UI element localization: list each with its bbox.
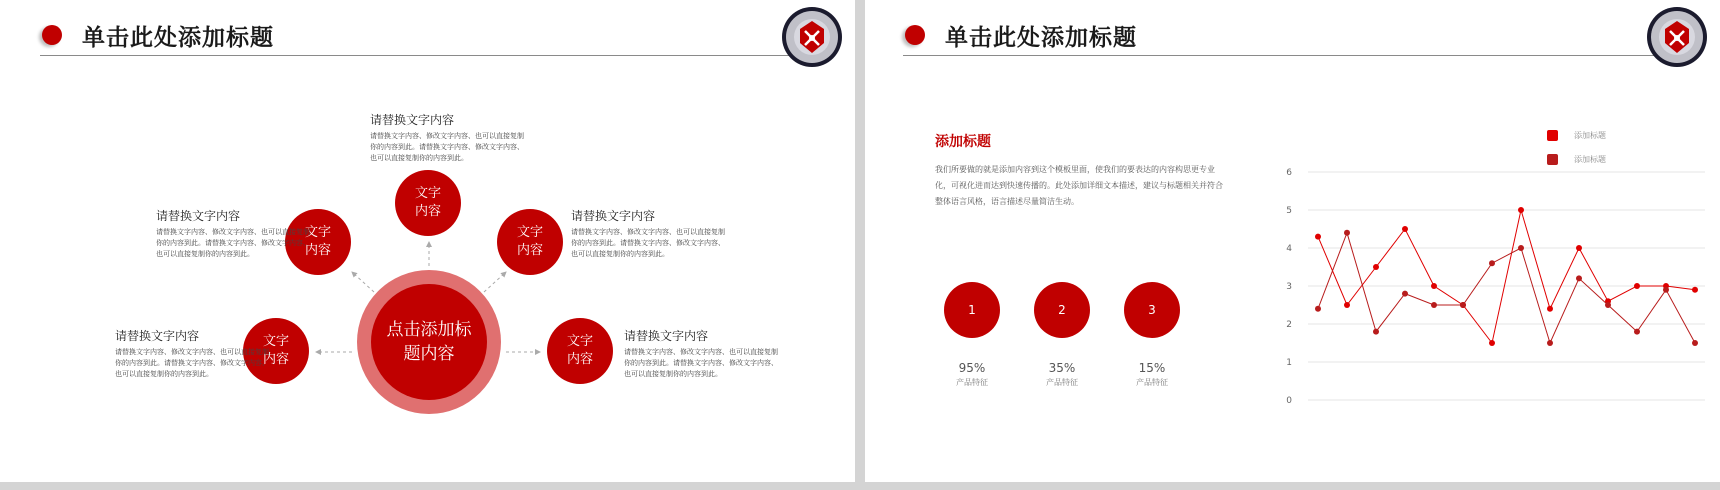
text-block-body[interactable]: 请替换文字内容、修改文字内容、也可以直接复制你的内容到此。请替换文字内容、修改文字内容、也可以直接复制你的内容到此。	[370, 132, 524, 162]
data-point[interactable]	[1373, 264, 1379, 270]
text-block-heading[interactable]: 请替换文字内容	[370, 113, 455, 127]
data-point[interactable]	[1663, 287, 1669, 293]
slide-right	[865, 0, 1720, 482]
section-heading[interactable]: 添加标题	[935, 134, 991, 150]
node-upper-left[interactable]: 文字内容	[285, 209, 351, 275]
y-tick-label: 0	[1286, 396, 1292, 406]
data-point[interactable]	[1547, 340, 1553, 346]
text-block-lower-left	[115, 327, 275, 380]
title-bullet	[905, 25, 925, 45]
text-block-body[interactable]: 请替换文字内容、修改文字内容、也可以直接复制你的内容到此。请替换文字内容、修改文字内容、也可以直接复制你的内容到此。	[624, 348, 778, 378]
stat-label-3: 产品特征	[1136, 378, 1168, 387]
slide-title[interactable]: 单击此处添加标题	[945, 25, 1137, 51]
y-tick-label: 6	[1286, 168, 1292, 178]
y-tick-label: 5	[1286, 206, 1292, 216]
slide-left	[0, 0, 855, 482]
text-block-heading[interactable]: 请替换文字内容	[571, 209, 656, 223]
text-block-upper-right	[571, 207, 731, 260]
data-point[interactable]	[1692, 340, 1698, 346]
node-upper-right[interactable]: 文字内容	[497, 209, 563, 275]
data-point[interactable]	[1518, 245, 1524, 251]
text-block-body[interactable]: 请替换文字内容、修改文字内容、也可以直接复制你的内容到此。请替换文字内容、修改文字内容、也可以直接复制你的内容到此。	[115, 348, 269, 378]
data-point[interactable]	[1576, 275, 1582, 281]
stat-circle-3[interactable]: 3	[1124, 282, 1180, 338]
text-block-body[interactable]: 请替换文字内容、修改文字内容、也可以直接复制你的内容到此。请替换文字内容、修改文字内容、也可以直接复制你的内容到此。	[571, 228, 725, 258]
y-tick-label: 3	[1286, 282, 1292, 292]
legend-label: 添加标题	[1574, 155, 1606, 164]
node-lower-right[interactable]: 文字内容	[547, 318, 613, 384]
data-point[interactable]	[1692, 287, 1698, 293]
data-point[interactable]	[1634, 329, 1640, 335]
data-point[interactable]	[1489, 340, 1495, 346]
data-point[interactable]	[1634, 283, 1640, 289]
data-point[interactable]	[1605, 302, 1611, 308]
center-circle[interactable]: 点击添加标题内容	[371, 284, 487, 400]
data-point[interactable]	[1460, 302, 1466, 308]
series-line-1	[1318, 210, 1695, 343]
stat-label-1: 产品特征	[956, 378, 988, 387]
section-body[interactable]: 我们所要做的就是添加内容到这个模板里面，使我们的要表达的内容构思更专业化，可视化进而达到快速传播的。此处添加详细文本描述，建议与标题相关并符合整体语言风格，语言描述尽量简洁生动。	[935, 165, 1223, 206]
text-block-heading[interactable]: 请替换文字内容	[156, 209, 241, 223]
fire-emblem-icon	[1644, 3, 1710, 69]
legend-label: 添加标题	[1574, 131, 1606, 140]
stat-value-2: 35%	[1048, 361, 1076, 375]
slide-title[interactable]: 单击此处添加标题	[82, 25, 274, 51]
data-point[interactable]	[1489, 260, 1495, 266]
data-point[interactable]	[1547, 306, 1553, 312]
stat-value-1: 95%	[958, 361, 986, 375]
text-block-lower-right	[624, 327, 784, 380]
data-point[interactable]	[1315, 306, 1321, 312]
data-point[interactable]	[1402, 226, 1408, 232]
data-point[interactable]	[1431, 283, 1437, 289]
y-tick-label: 2	[1286, 320, 1292, 330]
stat-label-2: 产品特征	[1046, 378, 1078, 387]
data-point[interactable]	[1373, 329, 1379, 335]
stat-circle-2[interactable]: 2	[1034, 282, 1090, 338]
stat-value-3: 15%	[1138, 361, 1166, 375]
y-tick-label: 4	[1286, 244, 1292, 254]
data-point[interactable]	[1344, 302, 1350, 308]
line-chart	[1265, 120, 1720, 420]
node-top[interactable]: 文字内容	[395, 170, 461, 236]
stat-circle-1[interactable]: 1	[944, 282, 1000, 338]
data-point[interactable]	[1518, 207, 1524, 213]
data-point[interactable]	[1576, 245, 1582, 251]
text-block-heading[interactable]: 请替换文字内容	[115, 329, 200, 343]
text-block-upper-left	[156, 207, 316, 260]
text-block-body[interactable]: 请替换文字内容、修改文字内容、也可以直接复制你的内容到此。请替换文字内容、修改文字内容、也可以直接复制你的内容到此。	[156, 228, 310, 258]
data-point[interactable]	[1402, 291, 1408, 297]
text-block-heading[interactable]: 请替换文字内容	[624, 329, 709, 343]
data-point[interactable]	[1315, 234, 1321, 240]
title-divider	[903, 55, 1665, 56]
data-point[interactable]	[1344, 230, 1350, 236]
node-lower-left[interactable]: 文字内容	[243, 318, 309, 384]
text-block-top	[370, 111, 530, 164]
data-point[interactable]	[1431, 302, 1437, 308]
y-tick-label: 1	[1286, 358, 1292, 368]
